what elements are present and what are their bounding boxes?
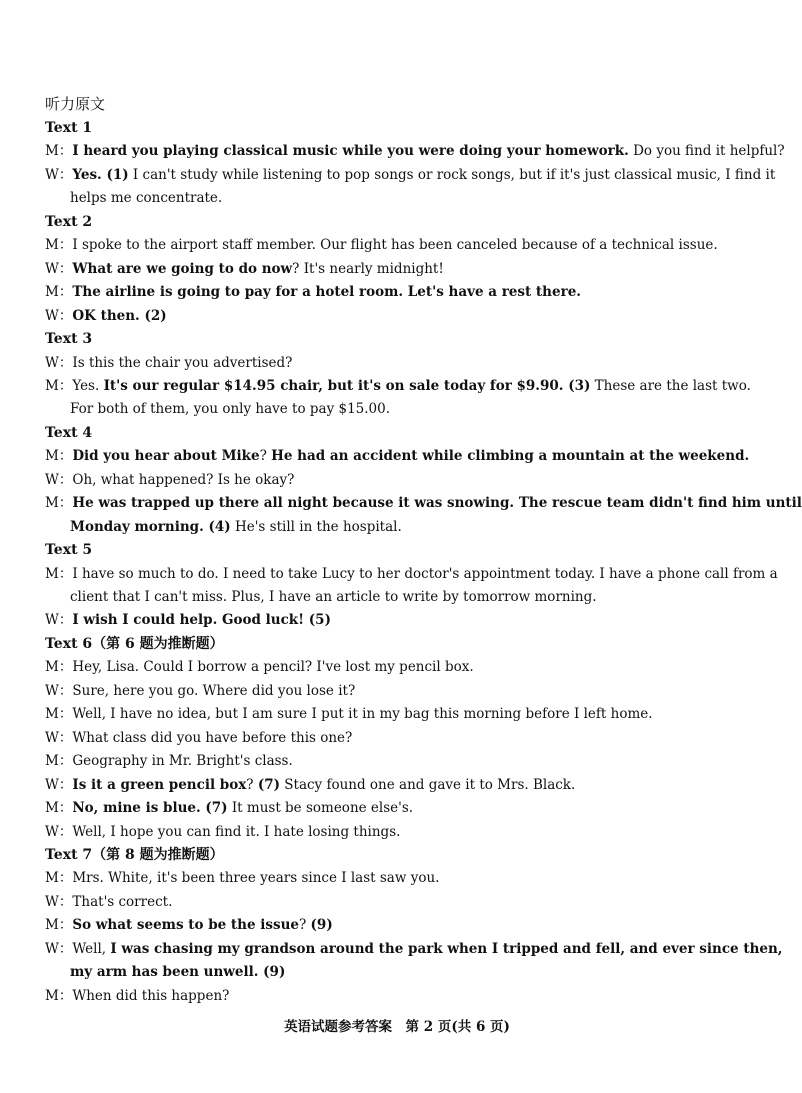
key-sentence: Text 5 [45, 542, 93, 559]
speaker-label: M： [45, 870, 73, 887]
dialogue-line [45, 375, 755, 398]
section-heading [45, 539, 755, 562]
speaker-label: M： [45, 659, 73, 676]
key-sentence: It's our regular $14.95 chair, but it's on sale today for $9.90. (3) [103, 377, 591, 394]
dialogue-line [45, 281, 755, 304]
dialogue-line [45, 656, 755, 679]
dialogue-text: Well, [72, 940, 111, 957]
speaker-label: M： [45, 706, 73, 723]
dialogue-text: Stacy found one and gave it to Mrs. Black. [279, 776, 576, 793]
speaker-label: M： [45, 284, 73, 301]
dialogue-text: Well, I hope you can find it. I hate losing things. [72, 823, 401, 840]
page-footer: 英语试题参考答案 第 2 页(共 6 页) [284, 1019, 510, 1035]
dialogue-line [45, 164, 776, 187]
key-sentence: So what seems to be the issue [72, 917, 300, 934]
dialogue-text: Oh, what happened? Is he okay? [72, 471, 295, 488]
speaker-label: W： [45, 307, 73, 324]
speaker-label: W： [45, 471, 73, 488]
dialogue-text: Hey, Lisa. Could I borrow a pencil? I've lost my pencil box. [72, 659, 474, 676]
dialogue-line [45, 492, 802, 515]
dialogue-text: For both of them, you only have to pay $15.00. [70, 401, 391, 418]
dialogue-line [45, 821, 755, 844]
speaker-label: M： [45, 800, 73, 817]
dialogue-text: What class did you have before this one? [72, 729, 353, 746]
key-sentence: Text 4 [45, 424, 93, 441]
dialogue-line [45, 609, 755, 632]
key-sentence: He had an accident while climbing a mountain at the weekend. [271, 448, 750, 465]
dialogue-text: Yes. [72, 377, 104, 394]
speaker-label: M： [45, 917, 73, 934]
section-heading [45, 211, 755, 234]
dialogue-continuation [70, 516, 780, 539]
key-sentence: I wish I could help. Good luck! (5) [72, 612, 331, 629]
key-sentence: Text 3 [45, 331, 93, 348]
speaker-label: W： [45, 940, 73, 957]
speaker-label: W： [45, 682, 73, 699]
speaker-label: M： [45, 987, 73, 1004]
key-sentence: Text 1 [45, 120, 93, 136]
page-title: 听力原文 [45, 95, 106, 113]
speaker-label: M： [45, 565, 73, 582]
section-heading [45, 328, 755, 351]
speaker-label: W： [45, 354, 73, 371]
speaker-label: W： [45, 776, 73, 793]
speaker-label: W： [45, 823, 73, 840]
section-heading [45, 844, 755, 867]
speaker-label: M： [45, 753, 73, 770]
speaker-label: W： [45, 893, 73, 910]
dialogue-line [45, 774, 755, 797]
speaker-label: W： [45, 729, 73, 746]
key-sentence: (7) [257, 776, 280, 793]
key-sentence: (9) [310, 917, 333, 934]
section-heading [45, 633, 755, 656]
dialogue-line [45, 797, 755, 820]
dialogue-text: He's still in the hospital. [230, 518, 402, 535]
key-sentence: Is it a green pencil box [72, 776, 247, 793]
key-sentence: Text 2 [45, 213, 93, 230]
speaker-label: W： [45, 260, 73, 277]
key-sentence: Yes. (1) [72, 166, 129, 183]
key-sentence: Monday morning. (4) [70, 518, 231, 535]
speaker-label: W： [45, 166, 73, 183]
dialogue-text: I have so much to do. I need to take Lucy to her doctor's appointment today. I have a phone call from a [72, 565, 778, 582]
dialogue-text: client that I can't miss. Plus, I have an article to write by tomorrow morning. [70, 589, 597, 605]
dialogue-line [45, 352, 755, 375]
key-sentence: Text 6（第 6 题为推断题） [45, 635, 224, 652]
dialogue-line [45, 985, 755, 1008]
dialogue-text: Do you find it helpful? [628, 143, 785, 160]
dialogue-text: Is this the chair you advertised? [72, 354, 293, 371]
speaker-label: M： [45, 237, 73, 254]
dialogue-line [45, 680, 755, 703]
dialogue-continuation [70, 586, 780, 609]
dialogue-text: helps me concentrate. [70, 190, 223, 207]
dialogue-text: I spoke to the airport staff member. Our flight has been canceled because of a technical issue. [72, 237, 718, 254]
key-sentence: No, mine is blue. (7) [72, 800, 228, 817]
dialogue-line [45, 750, 755, 773]
dialogue-text: These are the last two. [590, 377, 751, 394]
key-sentence: He was trapped up there all night because it was snowing. The rescue team didn't find him until [72, 495, 802, 512]
dialogue-text: Sure, here you go. Where did you lose it? [72, 682, 356, 699]
dialogue-text: ? [299, 917, 311, 934]
key-sentence: Text 7（第 8 题为推断题） [45, 846, 224, 863]
dialogue-line [45, 258, 755, 281]
section-heading [45, 117, 755, 140]
dialogue-line [45, 891, 755, 914]
dialogue-text: When did this happen? [72, 987, 230, 1004]
section-heading [45, 422, 755, 445]
dialogue-line [45, 140, 785, 163]
dialogue-line [45, 445, 755, 468]
dialogue-text: ? [246, 776, 258, 793]
key-sentence: The airline is going to pay for a hotel room. Let's have a rest there. [72, 284, 581, 301]
dialogue-line [45, 914, 755, 937]
key-sentence: I was chasing my grandson around the park when I tripped and fell, and ever since then, [110, 940, 783, 957]
dialogue-line [45, 305, 755, 328]
dialogue-line [45, 727, 755, 750]
speaker-label: M： [45, 377, 73, 394]
dialogue-line [45, 703, 755, 726]
dialogue-text: Well, I have no idea, but I am sure I put it in my bag this morning before I left home. [72, 706, 653, 723]
dialogue-text: Mrs. White, it's been three years since I last saw you. [72, 870, 440, 887]
dialogue-text: ? [259, 448, 272, 465]
speaker-label: M： [45, 495, 73, 512]
key-sentence: Did you hear about Mike [72, 448, 260, 465]
key-sentence: OK then. (2) [72, 307, 167, 324]
dialogue-line [45, 469, 755, 492]
key-sentence: my arm has been unwell. (9) [70, 964, 286, 981]
dialogue-text: Geography in Mr. Bright's class. [72, 753, 293, 770]
dialogue-text: It must be someone else's. [227, 800, 414, 817]
speaker-label: W： [45, 612, 73, 629]
dialogue-continuation [70, 961, 780, 984]
dialogue-text: I can't study while listening to pop songs or rock songs, but if it's just classical music, I find it [128, 166, 776, 183]
speaker-label: M： [45, 448, 73, 465]
key-sentence: What are we going to do now [72, 260, 293, 277]
speaker-label: M： [45, 143, 73, 160]
key-sentence: I heard you playing classical music while you were doing your homework. [72, 143, 629, 160]
dialogue-text: ? It's nearly midnight! [292, 260, 444, 277]
dialogue-line [45, 867, 755, 890]
dialogue-line [45, 563, 778, 586]
dialogue-continuation [70, 187, 780, 210]
dialogue-text: That's correct. [72, 893, 173, 910]
dialogue-continuation [70, 398, 780, 421]
dialogue-line [45, 938, 783, 961]
dialogue-line [45, 234, 755, 257]
